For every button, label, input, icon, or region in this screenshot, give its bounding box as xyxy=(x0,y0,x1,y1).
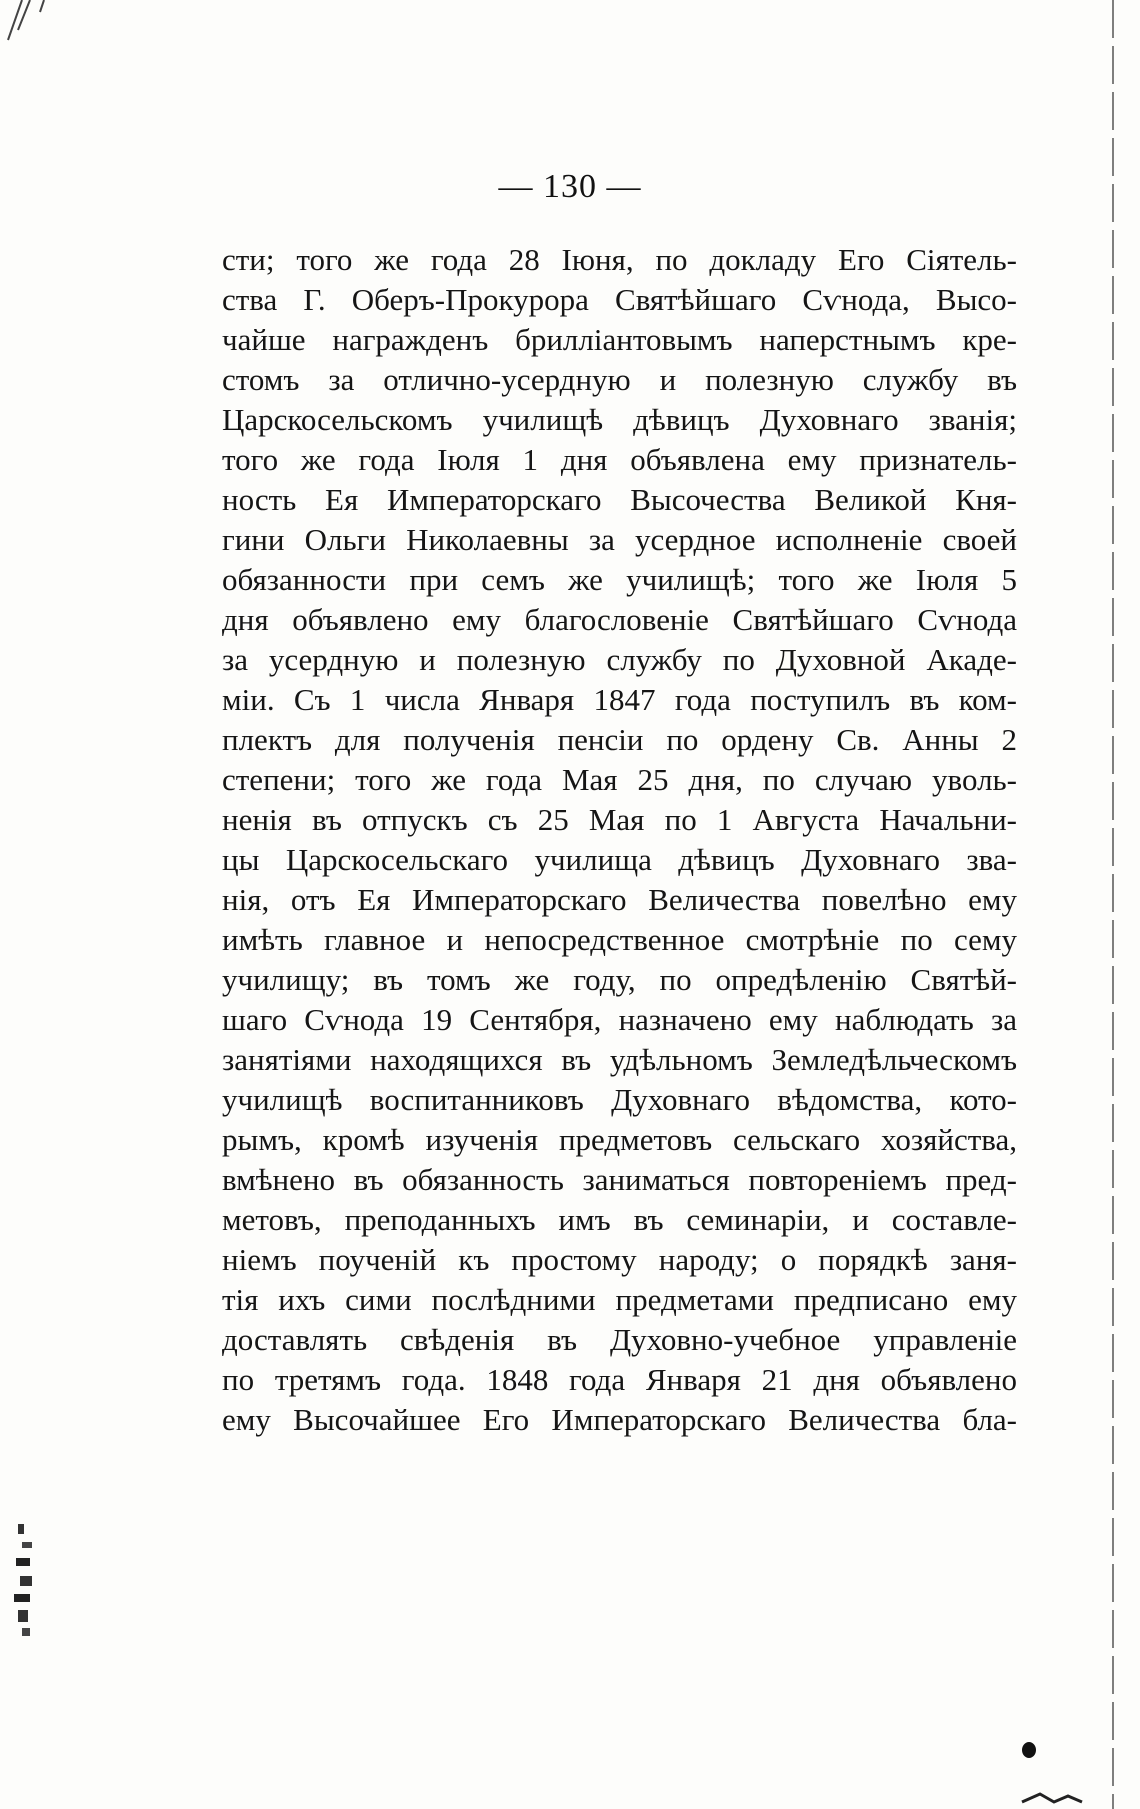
text-line: училищѣ воспитанниковъ Духовнаго вѣдомства, кото- xyxy=(222,1082,1017,1117)
text-line: Царскосельскомъ училищѣ дѣвицъ Духовнаго званія; xyxy=(222,402,1017,437)
text-line: по третямъ года. 1848 года Января 21 дня объявлено xyxy=(222,1362,1017,1397)
text-line: ему Высочайшее Его Императорскаго Величества бла- xyxy=(222,1402,1017,1437)
text-line: ства Г. Оберъ-Прокурора Святѣйшаго Сѵнода, Высо- xyxy=(222,282,1017,317)
text-line: училищу; въ томъ же году, по опредѣленію Святѣй- xyxy=(222,962,1017,997)
text-line: занятіями находящихся въ удѣльномъ Земледѣльческомъ xyxy=(222,1042,1017,1077)
text-line: обязанности при семъ же училищѣ; того же Іюля 5 xyxy=(222,562,1017,597)
page-number: — 130 — xyxy=(498,168,642,205)
text-line: того же года Іюля 1 дня объявлена ему признатель- xyxy=(222,442,1017,477)
body-text xyxy=(222,240,1017,1440)
text-line: метовъ, преподанныхъ имъ въ семинаріи, и составле- xyxy=(222,1202,1017,1237)
scan-edge-line xyxy=(1112,0,1114,1809)
text-line: имѣть главное и непосредственное смотрѣніе по сему xyxy=(222,922,1017,957)
text-line: нія, отъ Ея Императорскаго Величества повелѣно ему xyxy=(222,882,1017,917)
text-line: чайше награжденъ брилліантовымъ наперстнымъ кре- xyxy=(222,322,1017,357)
text-line: тія ихъ сими послѣдними предметами предписано ему xyxy=(222,1282,1017,1317)
text-line: ніемъ поученій къ простому народу; о порядкѣ заня- xyxy=(222,1242,1017,1277)
text-line: ненія въ отпускъ съ 25 Мая по 1 Августа Начальни- xyxy=(222,802,1017,837)
text-line: цы Царскосельскаго училища дѣвицъ Духовнаго зва- xyxy=(222,842,1017,877)
text-line: ность Ея Императорскаго Высочества Великой Кня- xyxy=(222,482,1017,517)
text-line: доставлять свѣденія въ Духовно-учебное управленіе xyxy=(222,1322,1017,1357)
text-line: вмѣнено въ обязанность заниматься повтореніемъ пред- xyxy=(222,1162,1017,1197)
text-line: степени; того же года Мая 25 дня, по случаю уволь- xyxy=(222,762,1017,797)
bottom-smudge xyxy=(1020,1790,1130,1806)
text-line: плектъ для полученія пенсіи по ордену Св. Анны 2 xyxy=(222,722,1017,757)
text-line: шаго Сѵнода 19 Сентября, назначено ему наблюдать за xyxy=(222,1002,1017,1037)
text-line: стомъ за отлично-усердную и полезную службу въ xyxy=(222,362,1017,397)
margin-smudge xyxy=(10,1520,44,1640)
ink-dot xyxy=(1022,1742,1036,1758)
scan-corner-marks xyxy=(0,0,110,60)
text-line: міи. Съ 1 числа Января 1847 года поступилъ въ ком- xyxy=(222,682,1017,717)
text-line: за усердную и полезную службу по Духовной Акаде- xyxy=(222,642,1017,677)
text-line: дня объявлено ему благословеніе Святѣйшаго Сѵнода xyxy=(222,602,1017,637)
text-line: гини Ольги Николаевны за усердное исполненіе своей xyxy=(222,522,1017,557)
text-line: рымъ, кромѣ изученія предметовъ сельскаго хозяйства, xyxy=(222,1122,1017,1157)
text-line: сти; того же года 28 Іюня, по докладу Его Сіятель- xyxy=(222,242,1017,277)
